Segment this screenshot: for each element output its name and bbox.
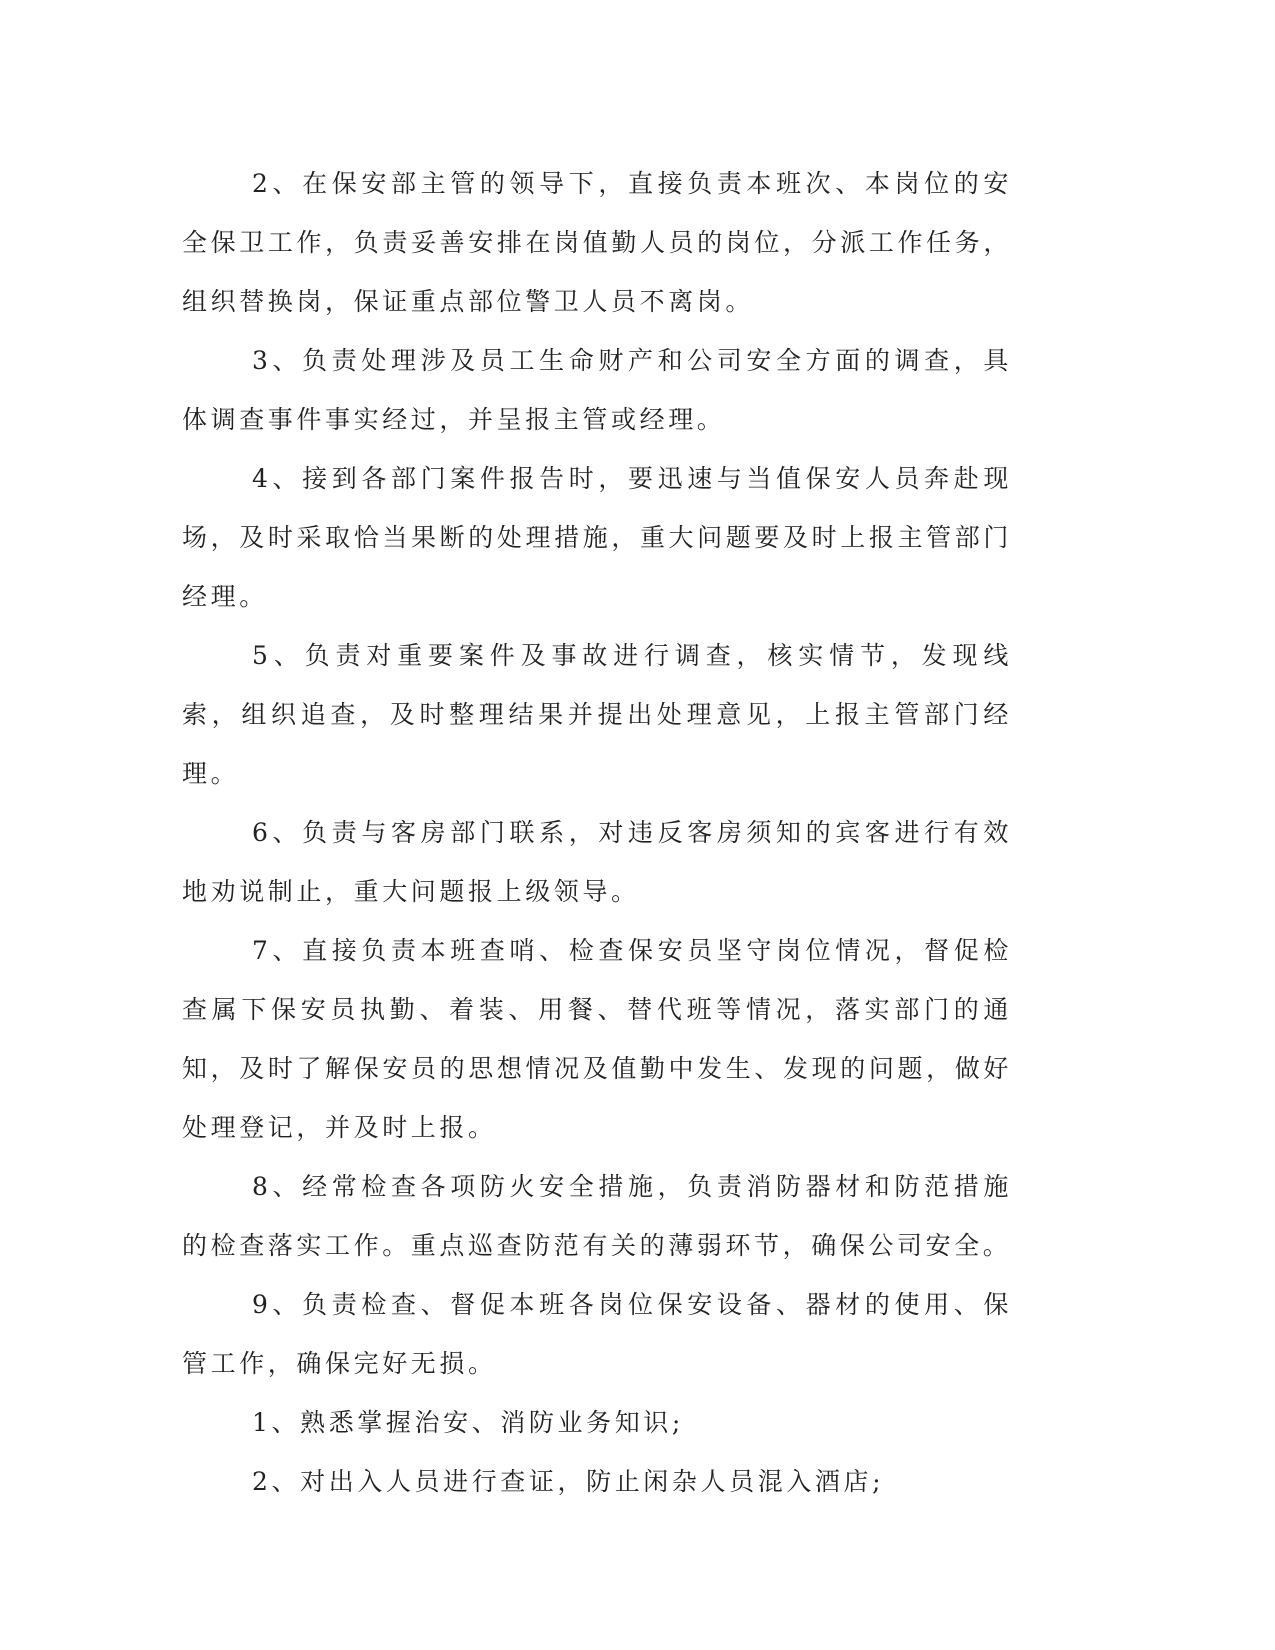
paragraph-duty-4: 4、接到各部门案件报告时，要迅速与当值保安人员奔赴现场，及时采取恰当果断的处理措施，重大问题要及时上报主管部门经理。 bbox=[182, 464, 1012, 611]
paragraph-duty-5: 5、负责对重要案件及事故进行调查，核实情节，发现线索，组织追查，及时整理结果并提出处理意见，上报主管部门经理。 bbox=[182, 641, 1012, 788]
paragraph-duty-6: 6、负责与客房部门联系，对违反客房须知的宾客进行有效地劝说制止，重大问题报上级领导。 bbox=[182, 818, 1012, 906]
paragraph-duty-7: 7、直接负责本班查哨、检查保安员坚守岗位情况，督促检查属下保安员执勤、着装、用餐、替代班等情况，落实部门的通知，及时了解保安员的思想情况及值勤中发生、发现的问题，做好处理登记，并及时上报。 bbox=[182, 936, 1012, 1142]
paragraph-duty-9: 9、负责检查、督促本班各岗位保安设备、器材的使用、保管工作，确保完好无损。 bbox=[182, 1290, 1012, 1378]
paragraph-duty-8: 8、经常检查各项防火安全措施，负责消防器材和防范措施的检查落实工作。重点巡查防范有关的薄弱环节，确保公司安全。 bbox=[182, 1172, 1012, 1260]
paragraph-duty-3: 3、负责处理涉及员工生命财产和公司安全方面的调查，具体调查事件事实经过，并呈报主管或经理。 bbox=[182, 346, 1012, 434]
paragraph-duty-2: 2、在保安部主管的领导下，直接负责本班次、本岗位的安全保卫工作，负责妥善安排在岗值勤人员的岗位，分派工作任务，组织替换岗，保证重点部位警卫人员不离岗。 bbox=[182, 169, 1012, 316]
paragraph-guard-1: 1、熟悉掌握治安、消防业务知识; bbox=[252, 1408, 684, 1437]
paragraph-guard-2: 2、对出入人员进行查证，防止闲杂人员混入酒店; bbox=[252, 1467, 885, 1496]
document-body bbox=[182, 154, 1012, 1511]
